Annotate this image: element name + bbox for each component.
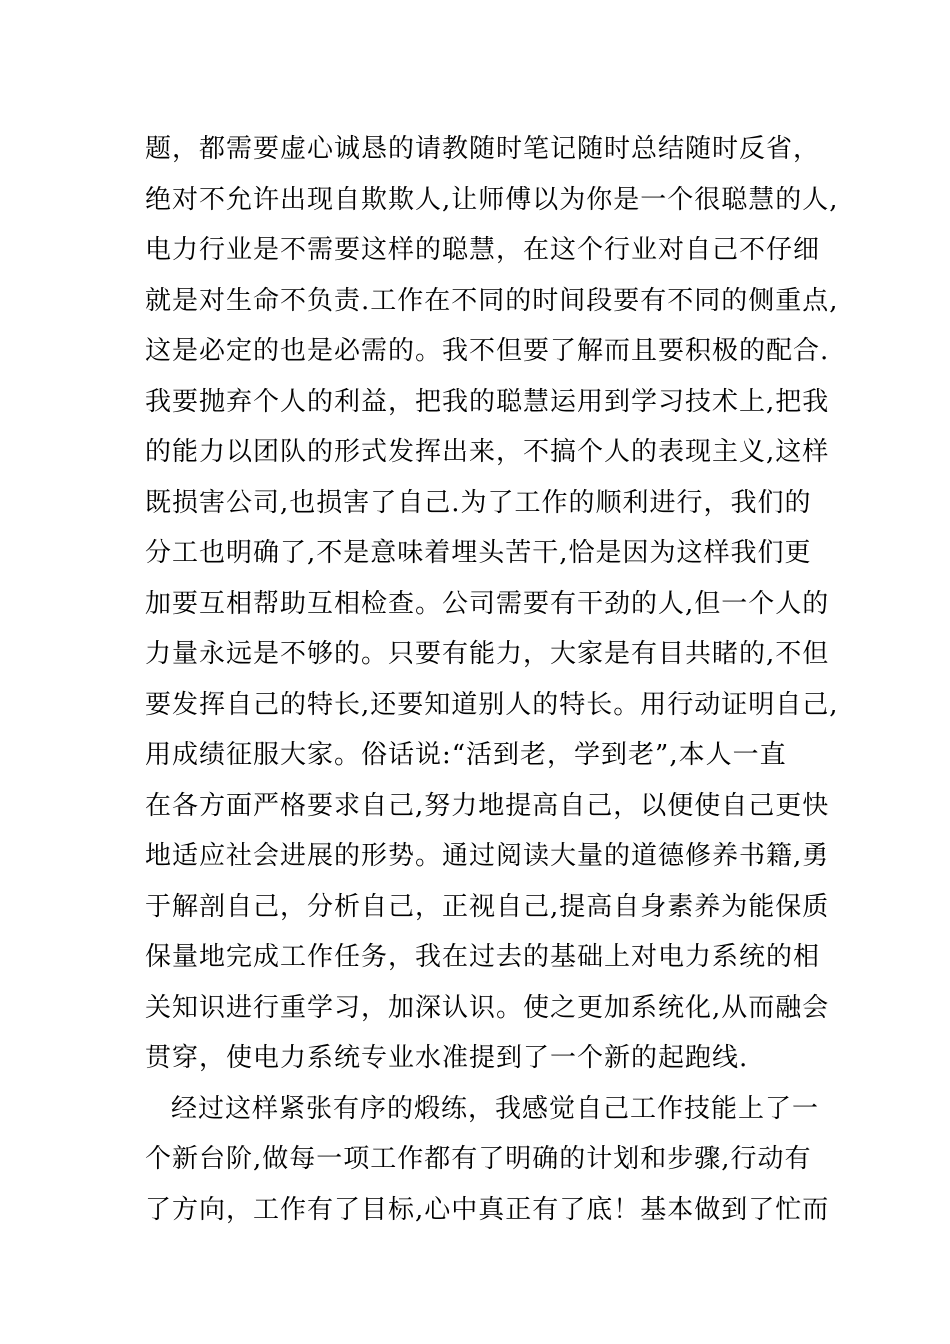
text-line: 保量地完成工作任务，我在过去的基础上对电力系统的相	[145, 942, 821, 972]
text-line: 加要互相帮助互相检查。公司需要有干劲的人,但一个人的	[145, 588, 830, 619]
text-line: 绝对不允许出现自欺欺人,让师傅以为你是一个很聪慧的人,	[145, 184, 839, 215]
text-line: 在各方面严格要求自己,努力地提高自己，以便使自己更快	[145, 790, 830, 821]
text-line: 我要抛弃个人的利益，把我的聪慧运用到学习技术上,把我	[145, 386, 830, 417]
text-line: 个新台阶,做每一项工作都有了明确的计划和步骤,行动有	[145, 1144, 812, 1174]
text-line: 要发挥自己的特长,还要知道别人的特长。用行动证明自己,	[145, 689, 839, 720]
text-line: 贯穿，使电力系统专业水准提到了一个新的起跑线.	[145, 1043, 749, 1073]
text-line: 的能力以团队的形式发挥出来，不搞个人的表现主义,这样	[145, 437, 830, 467]
text-line: 既损害公司,也损害了自己.为了工作的顺利进行，我们的	[145, 487, 812, 518]
text-line: 用成绩征服大家。俗话说:“活到老，学到老”,本人一直	[145, 740, 787, 770]
text-line: 地适应社会进展的形势。通过阅读大量的道德修养书籍,勇	[145, 841, 830, 871]
text-line: 分工也明确了,不是意味着埋头苦干,恰是因为这样我们更	[145, 538, 812, 568]
text-line: 这是必定的也是必需的。我不但要了解而且要积极的配合.	[145, 336, 830, 366]
text-line: 电力行业是不需要这样的聪慧，在这个行业对自己不仔细	[145, 235, 821, 265]
body-text	[145, 124, 839, 1235]
paragraph-start-line: 经过这样紧张有序的煅练，我感觉自己工作技能上了一	[171, 1093, 820, 1124]
text-line: 了方向，工作有了目标,心中真正有了底！基本做到了忙而	[145, 1194, 830, 1225]
text-line: 力量永远是不够的。只要有能力，大家是有目共睹的,不但	[145, 639, 830, 669]
text-line: 关知识进行重学习，加深认识。使之更加系统化,从而融会	[145, 992, 830, 1023]
text-line: 题，都需要虚心诚恳的请教随时笔记随时总结随时反省，	[145, 134, 821, 164]
text-line: 就是对生命不负责.工作在不同的时间段要有不同的侧重点,	[145, 285, 839, 316]
text-line: 于解剖自己，分析自己，正视自己,提高自身素养为能保质	[145, 891, 830, 922]
